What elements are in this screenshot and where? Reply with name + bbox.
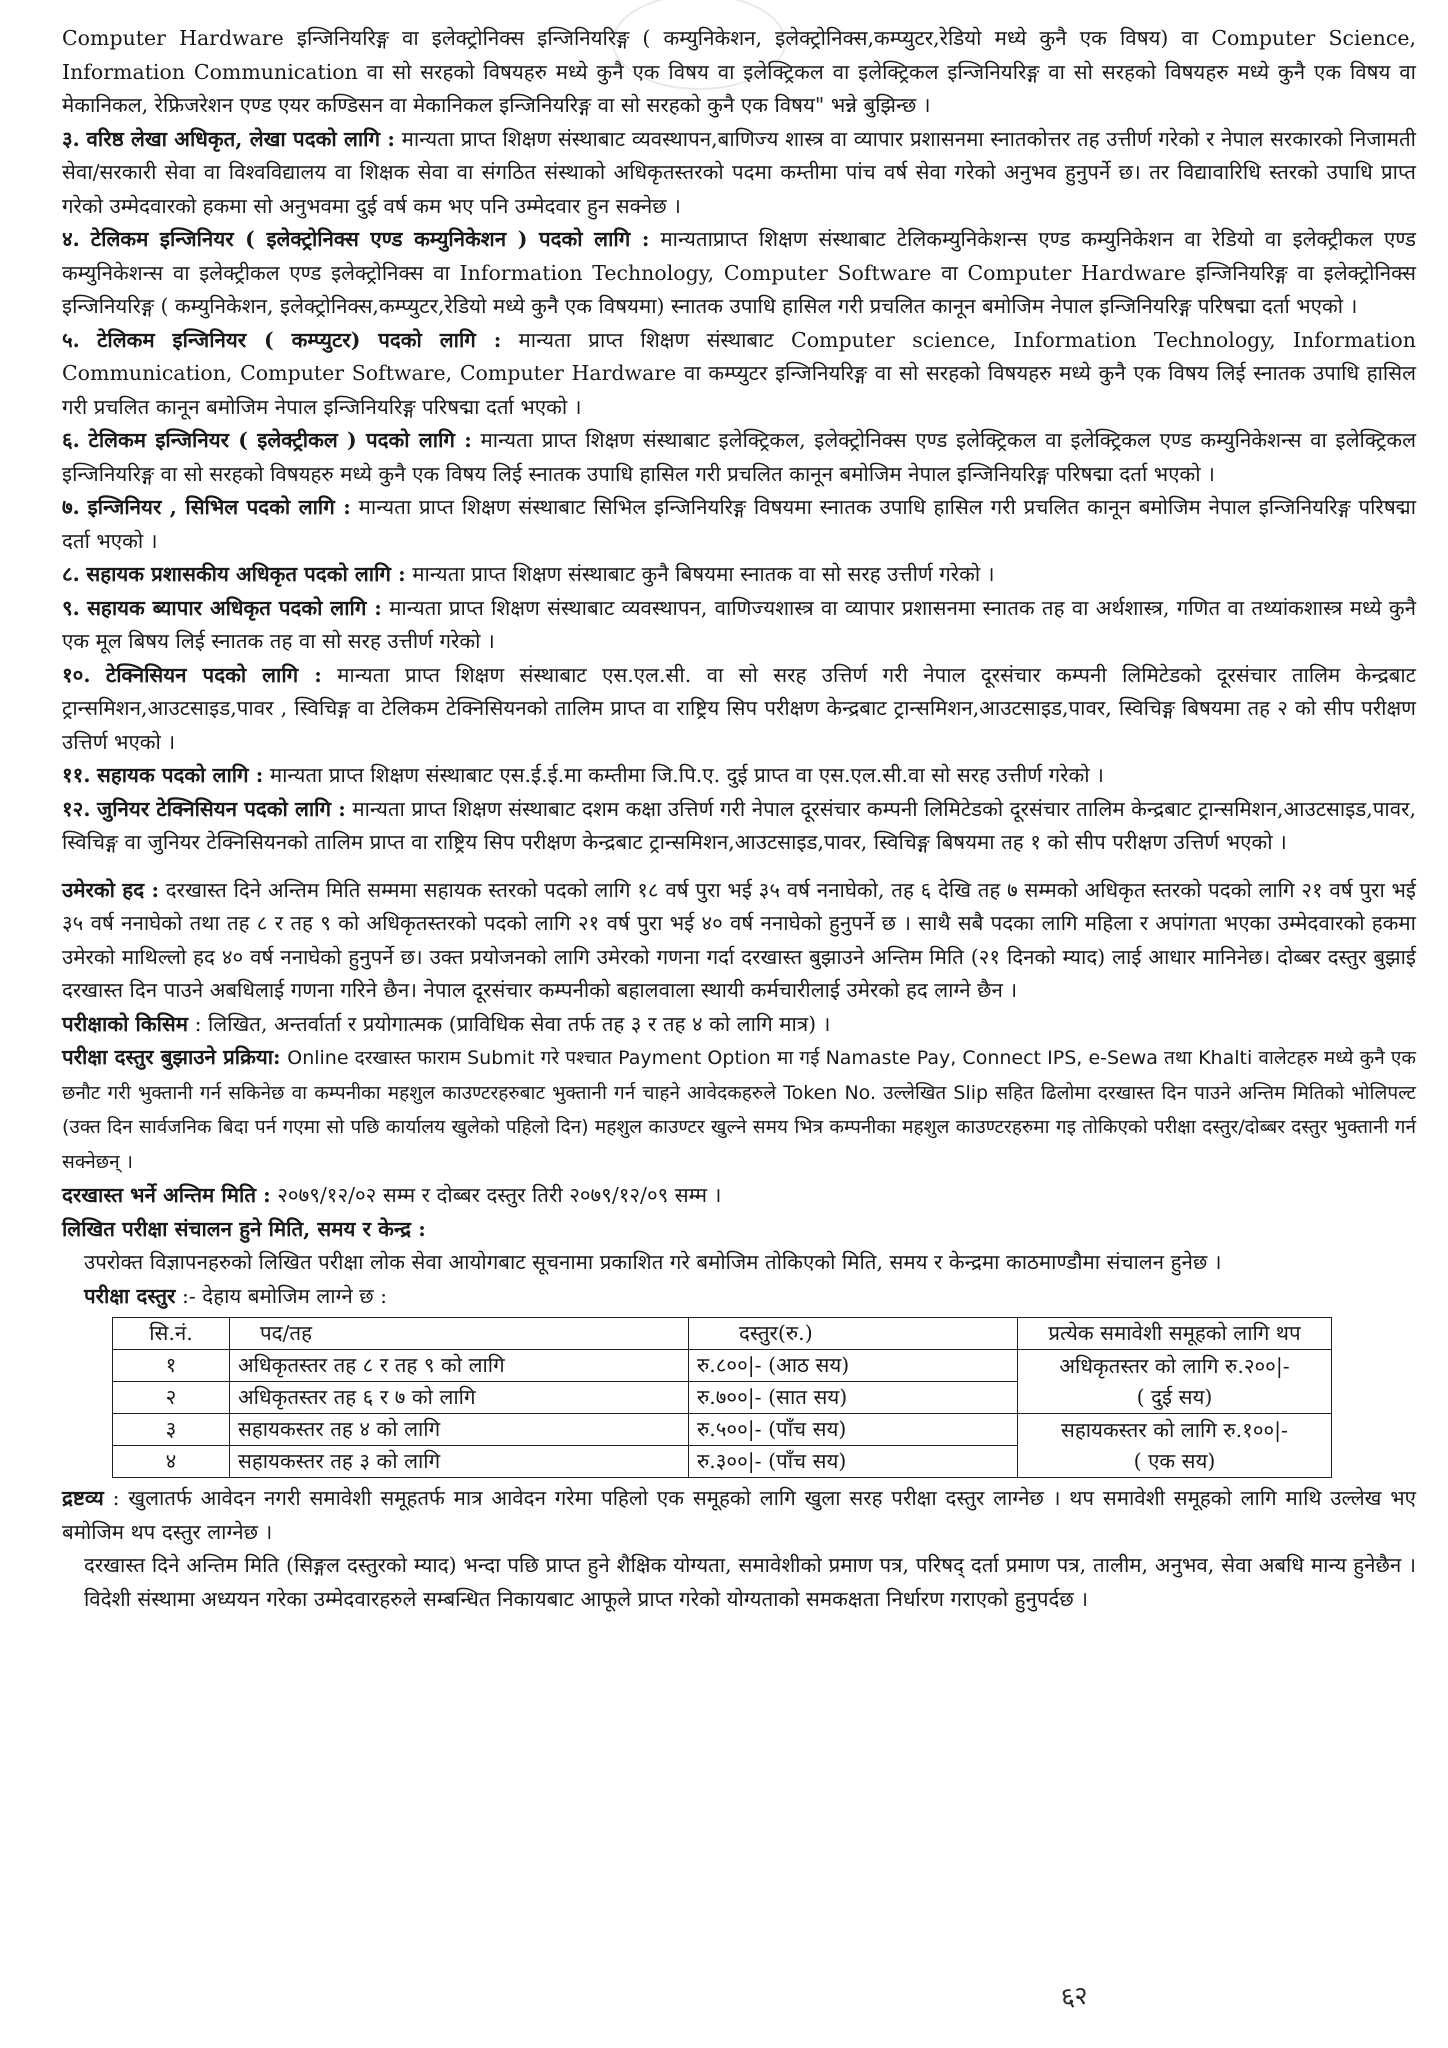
extra-line-1: सहायकस्तर को लागि रु.१००|- (1061, 1417, 1288, 1442)
deadline-heading: दरखास्त भर्ने अन्तिम मिति : (62, 1183, 271, 1207)
item-heading: सहायक ब्यापार अधिकृत पदको लागि : (87, 595, 382, 620)
payment-process-text: Online दरखास्त फाराम Submit गरे पश्चात Payment Option मा गई Namaste Pay, Connect IPS, e-Sewa तथा Khalti वालेटहरु मध्ये कुनै एक छनौट गरी भुक्तानी गर्न सकिनेछ वा कम्पनीका महशुल काउण्टरहरुबाट भुक्तानी गर्न चाहने आवेदकहरुले Token No. उल्लेखित Slip सहित ढिलोमा दरखास्त दिन पाउने अन्तिम मितिको भोलिपल्ट (उक्त दिन सार्वजनिक बिदा पर्न गएमा सो पछि कार्यालय खुलेको पहिलो दिन) महशुल काउण्टर खुल्ने समय भित्र कम्पनीका महशुल काउण्टरहरुमा गइ तोकिएको परीक्षा दस्तुर/दोब्बर दस्तुर भुक्तानी गर्न सक्नेछन् । (62, 1047, 1416, 1173)
extra-line-2: ( एक सय) (1133, 1448, 1216, 1473)
note-heading: द्रष्टव्य (62, 1486, 104, 1510)
extra-line-2: ( दुई सय) (1136, 1384, 1213, 1409)
handwritten-page-mark: ६२ (1059, 1980, 1090, 2013)
payment-process-section (62, 1041, 1416, 1179)
exam-type-text: : लिखित, अन्तर्वार्ता र प्रयोगात्मक (प्राविधिक सेवा तर्फ तह ३ र तह ४ को लागि मात्र) । (194, 1011, 831, 1036)
item-text: मान्यता प्राप्त शिक्षण संस्थाबाट कुनै बिषयमा स्नातक वा सो सरह उत्तीर्ण गरेको । (412, 562, 995, 586)
written-exam-heading-line (62, 1213, 1416, 1247)
fee-section-title (62, 1280, 1416, 1314)
row-fee: रु.७००|- (सात सय) (689, 1382, 1018, 1414)
age-limit-section (62, 874, 1416, 1008)
item-text: मान्यता प्राप्त शिक्षण संस्थाबाट एस.ई.ई.मा कम्तीमा जि.पि.ए. दुई प्राप्त वा एस.एल.सी.वा सो सरह उत्तीर्ण गरेको । (269, 763, 1104, 787)
item-number: ८. (62, 562, 80, 586)
qualification-item (62, 659, 1416, 760)
written-exam-heading: लिखित परीक्षा संचालन हुने मिति, समय र केन्द्र : (62, 1216, 426, 1241)
item-text: मान्यता प्राप्त शिक्षण संस्थाबाट एस.एल.सी. वा सो सरह उत्तिर्ण गरी नेपाल दूरसंचार कम्पनी लिमिटेडको दूरसंचार तालिम केन्द्रबाट ट्रान्समिशन,आउटसाइड,पावर , स्विचिङ्ग वा टेलिकम टेक्निसियनको तालिम प्राप्त वा राष्ट्रिय सिप परीक्षण केन्द्रबाट ट्रान्समिशन,आउटसाइड,पावर, स्विचिङ्ग बिषयमा तह २ को सीप परीक्षण उत्तिर्ण भएको । (62, 662, 1416, 754)
deadline-text: २०७९/१२/०२ सम्म र दोब्बर दस्तुर तिरी २०७९/१२/०९ सम्म । (277, 1183, 722, 1207)
table-row (113, 1350, 1332, 1382)
row-post: सहायकस्तर तह ३ को लागि (230, 1446, 689, 1478)
fee-table (112, 1317, 1332, 1478)
row-post: अधिकृतस्तर तह ८ र तह ९ को लागि (230, 1350, 689, 1382)
item-heading: टेलिकम इन्जिनियर ( इलेक्ट्रीकल ) पदको लागि : (88, 428, 472, 452)
item-heading: टेलिकम इन्जिनियर ( कम्प्युटर) पदको लागि : (97, 327, 502, 352)
written-exam-text: उपरोक्त विज्ञापनहरुको लिखित परीक्षा लोक सेवा आयोगबाट सूचनामा प्रकाशित गरे बमोजिम तोकिएको मिति, समय र केन्द्रमा काठमाण्डौमा संचालन हुनेछ । (84, 1250, 1222, 1274)
row-post: अधिकृतस्तर तह ६ र ७ को लागि (230, 1382, 689, 1414)
qualification-item (62, 424, 1416, 491)
qualification-item (62, 223, 1416, 324)
row-sn: २ (113, 1382, 230, 1414)
age-limit-heading: उमेरको हद : (62, 877, 160, 902)
item-number: ९. (62, 595, 80, 620)
row-fee: रु.५००|- (पाँच सय) (689, 1414, 1018, 1446)
item-heading: टेक्निसियन पदको लागि : (105, 662, 322, 687)
item-text: मान्यता प्राप्त शिक्षण संस्थाबाट इलेक्ट्रिकल, इलेक्ट्रोनिक्स एण्ड इलेक्ट्रिकल वा इलेक्ट्रिकल एण्ड कम्युनिकेशन्स वा इलेक्ट्रिकल इन्जिनियरिङ्ग वा सो सरहको विषयहरु मध्ये कुनै एक विषय लिई स्नातक उपाधि हासिल गरी प्रचलित कानून बमोजिम नेपाल इन्जिनियरिङ्ग परिषद्मा दर्ता भएको । (62, 428, 1416, 486)
payment-process-heading: परीक्षा दस्तुर बुझाउने प्रक्रिया: (62, 1045, 281, 1069)
item-text: मान्यता प्राप्त शिक्षण संस्थाबाट सिभिल इन्जिनियरिङ्ग विषयमा स्नातक उपाधि हासिल गरी प्रचलित कानून बमोजिम नेपाल इन्जिनियरिङ्ग परिषद्मा दर्ता भएको । (62, 495, 1417, 553)
item-heading: सहायक पदको लागि : (97, 763, 264, 787)
item-heading: इन्जिनियर , सिभिल पदको लागि : (87, 495, 351, 519)
qualification-item (62, 558, 1416, 592)
item-text: मान्यताप्राप्त शिक्षण संस्थाबाट टेलिकम्युनिकेशन्स एण्ड कम्युनिकेशन वा रेडियो वा इलेक्ट्रीकल एण्ड कम्युनिकेशन्स वा इलेक्ट्रीकल एण्ड इलेक्ट्रोनिक्स वा Information Technology, Computer Software वा Computer Hardware इन्जिनियरिङ्ग वा इलेक्ट्रोनिक्स इन्जिनियरिङ्ग ( कम्युनिकेशन, इलेक्ट्रोनिक्स,कम्प्युटर,रेडियो मध्ये कुनै एक विषयमा) स्नातक उपाधि हासिल गरी प्रचलित कानून बमोजिम नेपाल इन्जिनियरिङ्ग परिषद्मा दर्ता भएको । (62, 227, 1416, 318)
row-sn: ३ (113, 1414, 230, 1446)
item-number: १२. (62, 796, 91, 821)
row-sn: ४ (113, 1446, 230, 1478)
item-number: ३. (62, 126, 80, 151)
item-number: ११. (62, 763, 91, 787)
header-extra: प्रत्येक समावेशी समूहको लागि थप (1018, 1318, 1332, 1350)
final-paragraph: दरखास्त दिने अन्तिम मिति (सिङ्गल दस्तुरको म्याद) भन्दा पछि प्राप्त हुने शैक्षिक योग्यता, समावेशीको प्रमाण पत्र, परिषद् दर्ता प्रमाण पत्र, तालीम, अनुभव, सेवा अबधि मान्य हुनेछैन । विदेशी संस्थामा अध्ययन गरेका उम्मेदवारहरुले सम्बन्धित निकायबाट आफूले प्राप्त गरेको योग्यताको समकक्षता निर्धारण गराएको हुनुपर्दछ । (84, 1553, 1416, 1611)
qualification-item (62, 793, 1416, 860)
item-text: मान्यता प्राप्त शिक्षण संस्थाबाट व्यवस्थापन,बाणिज्य शास्त्र वा व्यापार प्रशासनमा स्नातकोत्तर तह उत्तीर्ण गरेको र नेपाल सरकारको निजामती सेवा/सरकारी सेवा वा विश्वविद्यालय वा शिक्षक सेवा वा संगठित संस्थाको अधिकृतस्तरको पदमा कम्तीमा पांच वर्ष सेवा गरेको अनुभव हुनुपर्ने छ। तर विद्यावारिधि स्तरको उपाधि प्राप्त गरेको उम्मेदवारको हकमा सो अनुभवमा दुई वर्ष कम भए पनि उम्मेदवार हुन सक्नेछ । (62, 126, 1416, 218)
note-section (62, 1482, 1416, 1549)
item-heading: टेलिकम इन्जिनियर ( इलेक्ट्रोनिक्स एण्ड कम्युनिकेशन ) पदको लागि : (90, 227, 650, 251)
intro-paragraph: Computer Hardware इन्जिनियरिङ्ग वा इलेक्ट्रोनिक्स इन्जिनियरिङ्ग ( कम्युनिकेशन, इलेक्ट्रोनिक्स,कम्प्युटर,रेडियो मध्ये कुनै एक विषय) वा Computer Science, Information Communication वा सो सरहको विषयहरु मध्ये कुनै एक विषय वा इलेक्ट्रिकल वा इलेक्ट्रिकल इन्जिनियरिङ्ग वा सो सरहको विषयहरु मध्ये कुनै एक विषय वा मेकानिकल, रेफ्रिजरेशन एण्ड एयर कण्डिसन वा मेकानिकल इन्जिनियरिङ्ग वा सो सरहको कुनै एक विषय" भन्ने बुझिन्छ । (62, 26, 1416, 117)
deadline-section (62, 1179, 1416, 1213)
qualification-item (62, 123, 1416, 224)
age-limit-text: दरखास्त दिने अन्तिम मिति सम्ममा सहायक स्तरको पदको लागि १८ वर्ष पुरा भई ३५ वर्ष ननाघेको, तह ६ देखि तह ७ सम्मको अधिकृत स्तरको पदको लागि २१ वर्ष पुरा भई ३५ वर्ष ननाघेको तथा तह ८ र तह ९ को अधिकृतस्तरको पदको लागि २१ वर्ष पुरा भई ४० वर्ष ननाघेको हुनुपर्ने छ । साथै सबै पदका लागि महिला र अपांगता भएका उम्मेदवारको हकमा उमेरको माथिल्लो हद ४० वर्ष ननाघेको हुनुपर्ने छ। उक्त प्रयोजनको लागि उमेरको गणना गर्दा दरखास्त बुझाउने अन्तिम मिति (२१ दिनको म्याद) लाई आधार मानिनेछ। दोब्बर दस्तुर बुझाई दरखास्त दिन पाउने अबधिलाई गणना गरिने छैन। नेपाल दूरसंचार कम्पनीको बहालवाला स्थायी कर्मचारीलाई उमेरको हद लाग्ने छैन । (62, 877, 1416, 1002)
item-number: ५. (62, 327, 80, 352)
row-post: सहायकस्तर तह ४ को लागि (230, 1414, 689, 1446)
item-heading: वरिष्ठ लेखा अधिकृत, लेखा पदको लागि : (86, 126, 395, 151)
exam-type-section (62, 1008, 1416, 1042)
note-text: : खुलातर्फ आवेदन नगरी समावेशी समूहतर्फ मात्र आवेदन गरेमा पहिलो एक समूहको लागि खुला सरह परीक्षा दस्तुर लाग्नेछ । थप समावेशी समूहको लागि माथि उल्लेख भए बमोजिम थप दस्तुर लाग्नेछ । (62, 1486, 1416, 1544)
extra-fee-assistant (1018, 1414, 1332, 1478)
row-fee: रु.८००|- (आठ सय) (689, 1350, 1018, 1382)
item-number: ६. (62, 428, 80, 452)
header-post: पद/तह (230, 1318, 689, 1350)
item-number: ४. (62, 227, 80, 251)
item-number: ७. (62, 495, 80, 519)
qualification-item (62, 759, 1416, 793)
row-sn: १ (113, 1350, 230, 1382)
item-number: १०. (62, 662, 91, 687)
fee-heading: परीक्षा दस्तुर (84, 1283, 176, 1308)
qualification-item (62, 324, 1416, 425)
extra-line-1: अधिकृतस्तर को लागि रु.२००|- (1059, 1353, 1290, 1378)
extra-fee-officer (1018, 1350, 1332, 1414)
item-heading: जुनियर टेक्निसियन पदको लागि : (97, 796, 346, 821)
item-text: मान्यता प्राप्त शिक्षण संस्थाबाट दशम कक्षा उत्तिर्ण गरी नेपाल दूरसंचार कम्पनी लिमिटेडको दूरसंचार तालिम केन्द्रबाट ट्रान्समिशन,आउटसाइड,पावर, स्विचिङ्ग वा जुनियर टेक्निसियनको तालिम प्राप्त वा राष्ट्रिय सिप परीक्षण केन्द्रबाट ट्रान्समिशन,आउटसाइड,पावर, स्विचिङ्ग बिषयमा तह १ को सीप परीक्षण उत्तिर्ण भएको । (62, 796, 1416, 854)
header-fee: दस्तुर(रु.) (689, 1318, 1018, 1350)
item-text: मान्यता प्राप्त शिक्षण संस्थाबाट Computer science, Information Technology, Information Communication, Computer Software, Computer Hardware वा कम्प्युटर इन्जिनियरिङ्ग वा सो सरहको विषयहरु मध्ये कुनै एक विषय लिई स्नातक उपाधि हासिल गरी प्रचलित कानून बमोजिम नेपाल इन्जिनियरिङ्ग परिषद्मा दर्ता भएको । (62, 327, 1416, 419)
table-row (113, 1414, 1332, 1446)
item-text: मान्यता प्राप्त शिक्षण संस्थाबाट व्यवस्थापन, वाणिज्यशास्त्र वा व्यापार प्रशासनमा स्नातक तह वा अर्थशास्त्र, गणित वा तथ्यांकशास्त्र मध्ये कुनै एक मूल बिषय लिई स्नातक तह वा सो सरह उत्तीर्ण गरेको । (62, 595, 1416, 653)
row-fee: रु.३००|- (पाँच सय) (689, 1446, 1018, 1478)
qualification-item (62, 592, 1416, 659)
exam-type-heading: परीक्षाको किसिम (62, 1011, 189, 1036)
qualification-item (62, 491, 1416, 558)
fee-subtitle: :- देहाय बमोजिम लाग्ने छ : (181, 1283, 388, 1308)
fee-table-header (113, 1318, 1332, 1350)
item-heading: सहायक प्रशासकीय अधिकृत पदको लागि : (86, 562, 406, 586)
header-sn: सि.नं. (113, 1318, 230, 1350)
qualification-list (62, 123, 1416, 860)
